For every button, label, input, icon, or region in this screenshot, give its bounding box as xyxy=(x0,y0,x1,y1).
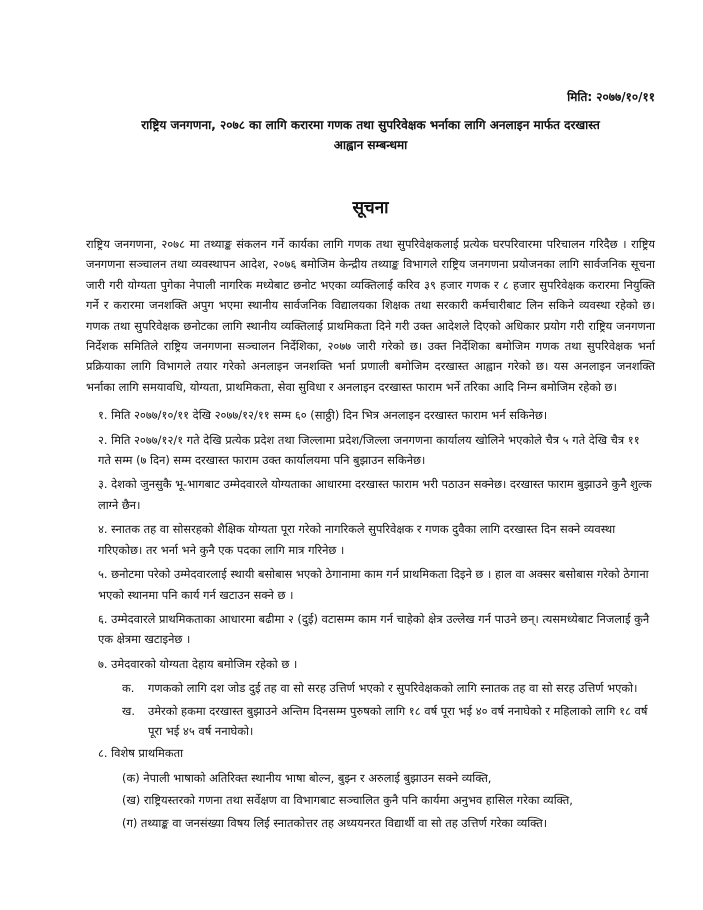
notice-item xyxy=(98,405,655,425)
notice-item xyxy=(98,474,655,515)
notice-item-text: ७. उमेदवारको योग्यता देहाय बमोजिम रहेको छ । xyxy=(98,656,298,671)
priority-item: (क) नेपाली भाषाको अतिरिक्त स्थानीय भाषा बोल्न, बुझ्न र अरुलाई बुझाउन सक्ने व्यक्ति, xyxy=(122,770,492,785)
notice-subject-continued: आह्वान सम्बन्धमा xyxy=(333,138,408,152)
priority-item: (ख) राष्ट्रियस्तरको गणना तथा सर्वेक्षण वा विभागबाट सञ्चालित कुनै पनि कार्यमा अनुभव हासिल गरेका व्यक्ति, xyxy=(122,793,573,808)
notice-item-text: ३. देशको जुनसुकै भू-भागबाट उम्मेदवारले योग्यताका आधारमा दरखास्त फाराम भरी पठाउन सक्नेछ। दरखास्त फाराम बुझाउने कुनै शुल्क लाग्ने छैन। xyxy=(98,477,652,512)
notice-body-paragraph: राष्ट्रिय जनगणना, २०७८ मा तथ्याङ्क संकलन गर्ने कार्यका लागि गणक तथा सुपरिवेक्षकलाई प्रत्येक घरपरिवारमा परिचालन गरिदैछ । राष्ट्रिय जनगणना सञ्चालन तथा व्यवस्थापन आदेश, २०७६ बमोजिम केन्द्रीय तथ्याङ्क विभागले राष्ट्रिय जनगणना प्रयोजनका लागि सार्वजनिक सूचना जारी गरी योग्यता पुगेका नेपाली नागरिक मध्येबाट छनोट भएका व्यक्तिलाई करिव ३९ हजार गणक र ८ हजार सुपरिवेक्षक करारमा नियुक्ति गर्ने र करारमा जनशक्ति अपुग भएमा स्थानीय सार्वजनिक विद्यालयका शिक्षक तथा सरकारी कर्मचारीबाट लिन सकिने व्यवस्था रहेको छ। गणक तथा सुपरिवेक्षक छनोटका लागि स्थानीय व्यक्तिलाई प्राथमिकता दिने गरी उक्त आदेशले दिएको अधिकार प्रयोग गरी राष्ट्रिय जनगणना निर्देशक समितिले राष्ट्रिय जनगणना सञ्चालन निर्देशिका, २०७७ जारी गरेको छ। उक्त निर्देशिका बमोजिम गणक तथा सुपरिवेक्षक भर्ना प्रक्रियाका लागि विभागले तयार गरेको अनलाइन जनशक्ति भर्ना प्रणाली बमोजिम दरखास्त आह्वान गरेको छ। यस अनलाइन जनशक्ति भर्नाका लागि समयावधि, योग्यता, प्राथमिकता, सेवा सुविधा र अनलाइन दरखास्त फाराम भर्ने तरिका आदि निम्न बमोजिम रहेको छ। xyxy=(86,237,655,394)
priority-item: (ग) तथ्याङ्क वा जनसंख्या विषय लिई स्नातकोत्तर तह अध्ययनरत विद्यार्थी वा सो तह उत्तिर्ण गरेका व्यक्ति। xyxy=(122,815,548,830)
notice-item xyxy=(98,564,655,605)
qualification-text: उमेरको हकमा दरखास्त बुझाउने अन्तिम दिनसम्म पुरुषको लागि १८ वर्ष पूरा भई ४० वर्ष ननाघेको र महिलाको लागि १८ वर्ष पूरा भई ४५ वर्ष ननाघेको। xyxy=(148,703,648,738)
notice-heading: सूचना xyxy=(352,198,389,218)
notice-subject: राष्ट्रिय जनगणना, २०७८ का लागि करारमा गणक तथा सुपरिवेक्षक भर्नाका लागि अनलाइन मार्फत दरखास्त xyxy=(141,118,600,132)
notice-item xyxy=(98,654,655,674)
qualification-list xyxy=(86,678,655,741)
qualification-marker: क. xyxy=(122,681,135,696)
notice-item xyxy=(98,519,655,560)
priority-title-text: ८. विशेष प्राथमिकता xyxy=(98,746,184,761)
notice-item xyxy=(98,430,655,471)
notice-item-text: ४. स्नातक तह वा सोसरहको शैक्षिक योग्यता पूरा गरेको नागरिकले सुपरिवेक्षक र गणक दुवैका लागि दरखास्त दिन सक्ने व्यवस्था गरिएकोछ। तर भर्ना भने कुनै एक पदका लागि मात्र गरिनेछ । xyxy=(98,522,616,557)
priority-list xyxy=(86,768,655,833)
notice-items-list xyxy=(86,405,655,674)
qualification-item xyxy=(122,678,655,698)
notice-item xyxy=(98,609,655,650)
notice-item-text: २. मिति २०७७/१२/१ गते देखि प्रत्येक प्रदेश तथा जिल्लामा प्रदेश/जिल्ला जनगणना कार्यालय खोलिने भएकोले चैत्र ५ गते देखि चैत्र ११ गते सम्म (७ दिन) सम्म दरखास्त फाराम उक्त कार्यालयमा पनि बुझाउन सकिनेछ। xyxy=(98,432,640,468)
qualification-item xyxy=(122,701,655,742)
priority-title xyxy=(98,743,655,763)
qualification-marker: ख. xyxy=(122,703,135,718)
notice-item-text: ५. छनोटमा परेको उम्मेदवारलाई स्थायी बसोबास भएको ठेगानामा काम गर्न प्राथमिकता दिइने छ । हाल वा अक्सर बसोबास गरेको ठेगाना भएको स्थानमा पनि कार्य गर्न खटाउन सक्ने छ । xyxy=(98,567,649,602)
qualification-text: गणकको लागि दश जोड दुई तह वा सो सरह उत्तिर्ण भएको र सुपरिवेक्षकको लागि स्नातक तह वा सो सरह उत्तिर्ण भएको। xyxy=(148,681,638,696)
notice-date: मिति: २०७७/१०/११ xyxy=(567,90,655,104)
notice-item-text: ६. उम्मेदवारले प्राथमिकताका आधारमा बढीमा २ (दुई) वटासम्म काम गर्न चाहेको क्षेत्र उल्लेख गर्न पाउने छन्। त्यसमध्येबाट निजलाई कुनै एक क्षेत्रमा खटाइनेछ । xyxy=(98,611,650,647)
notice-item-text: १. मिति २०७७/१०/११ देखि २०७७/१२/११ सम्म ६० (साठ्ठी) दिन भित्र अनलाइन दरखास्त फाराम भर्न सकिनेछ। xyxy=(98,408,548,423)
